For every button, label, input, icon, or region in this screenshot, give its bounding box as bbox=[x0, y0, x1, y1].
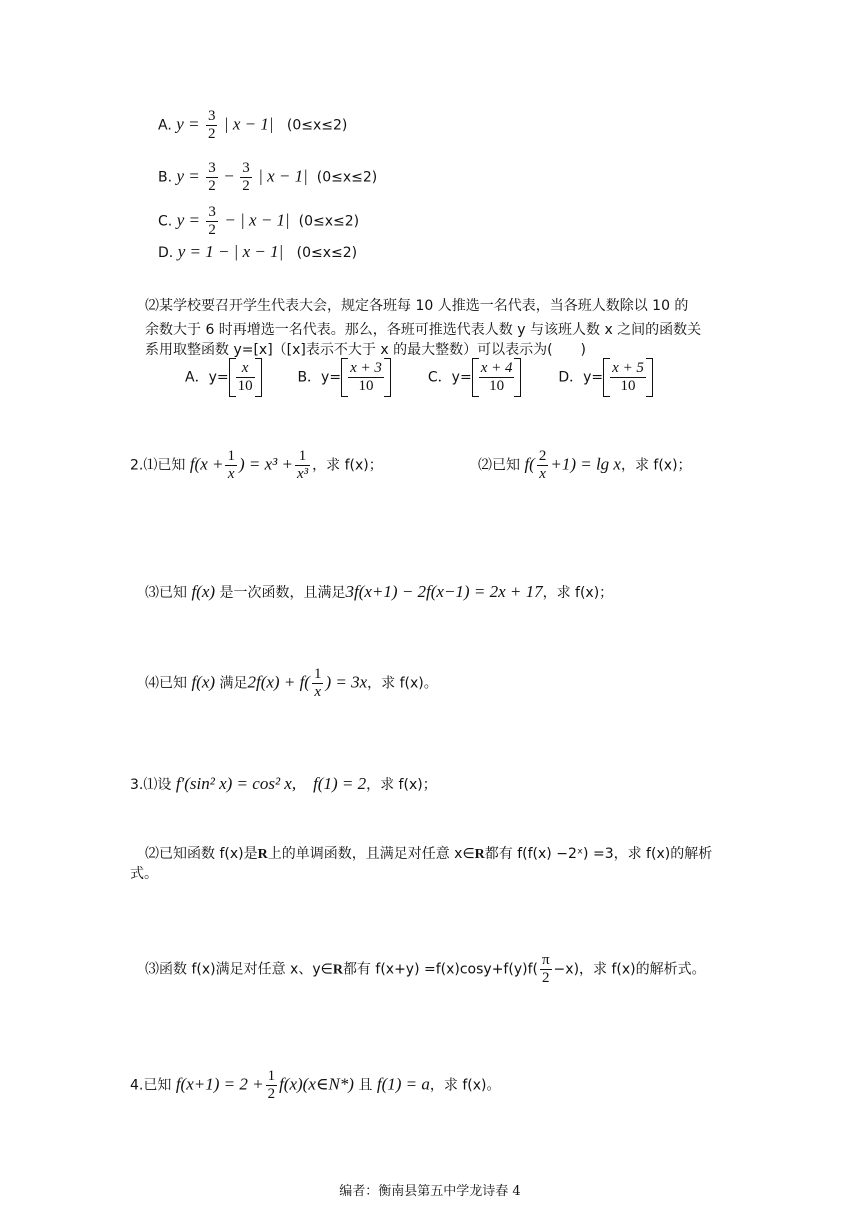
q3-1: 3.⑴设 f′(sin² x) = cos² x, f(1) = 2，求 f(x)； bbox=[130, 774, 437, 793]
choice-label: A. bbox=[158, 117, 172, 134]
choice-b: B. y = $\frac{3}{2}$ − $\frac{3}{2}$ | x − 1| (0≤x≤2) bbox=[158, 160, 378, 194]
q4: 4.已知 f(x+1) = 2 + $\frac{1}{2}$ f(x)(x∈N*) 且 f(1) = a，求 f(x)。 bbox=[130, 1068, 501, 1102]
q2-2: ⑵已知 f( $\frac{2}{x}$ +1) = lg x，求 f(x)； bbox=[478, 448, 692, 482]
q2-3: ⑶已知 f(x) 是一次函数，且满足3f(x+1) − 2f(x−1) = 2x + 17，求 f(x)； bbox=[145, 582, 614, 601]
choice-d: D. y = 1 − | x − 1| (0≤x≤2) bbox=[158, 242, 358, 261]
q2-4: ⑷已知 f(x) 满足2f(x) + f( $\frac{1}{x}$ ) = 3x，求 f(x)。 bbox=[145, 666, 438, 700]
q3-3: ⑶函数 f(x)满足对任意 x、y∈R都有 f(x+y) =f(x)cosy+f(y)f( $\frac{\pi}{2}$ −x)，求 f(x)的解析式。 bbox=[145, 952, 706, 986]
q1-2-options bbox=[185, 358, 653, 397]
q1-2-line1: ⑵某学校要召开学生代表大会，规定各班每 10 人推选一名代表，当各班人数除以 10 的 bbox=[145, 298, 689, 314]
choice-c: C. y = $\frac{3}{2}$ − | x − 1| (0≤x≤2) bbox=[158, 204, 360, 238]
option-c: C．y= $\frac{x + 4}{10}$ bbox=[428, 358, 554, 397]
option-d: D．y= $\frac{x + 5}{10}$ bbox=[558, 358, 653, 397]
q1-2-line3: 系用取整函数 y=[x]（[x]表示不大于 x 的最大整数）可以表示为( ) bbox=[145, 342, 586, 358]
q1-2-line2: 余数大于 6 时再增选一名代表。那么，各班可推选代表人数 y 与该班人数 x 之间的函数关 bbox=[145, 322, 702, 338]
q3-2-line2: 式。 bbox=[130, 866, 158, 882]
page-footer: 编者：衡南县第五中学龙诗春 4 bbox=[339, 1184, 521, 1199]
q3-2-line1: ⑵已知函数 f(x)是R上的单调函数，且满足对任意 x∈R都有 f(f(x) −2ˣ) =3，求 f(x)的解析 bbox=[145, 846, 713, 862]
q2-1: 2.⑴已知 f(x + $\frac{1}{x}$ ) = x³ + $\frac{1}{\text{x³}}$ ，求 f(x)； bbox=[130, 448, 383, 482]
choice-a: A. y = $\frac{3}{2}$ | x − 1| (0≤x≤2) bbox=[158, 108, 348, 142]
option-b: B．y= $\frac{x + 3}{10}$ bbox=[297, 358, 423, 397]
option-a: A．y= $\frac{x}{10}$ bbox=[185, 358, 293, 397]
